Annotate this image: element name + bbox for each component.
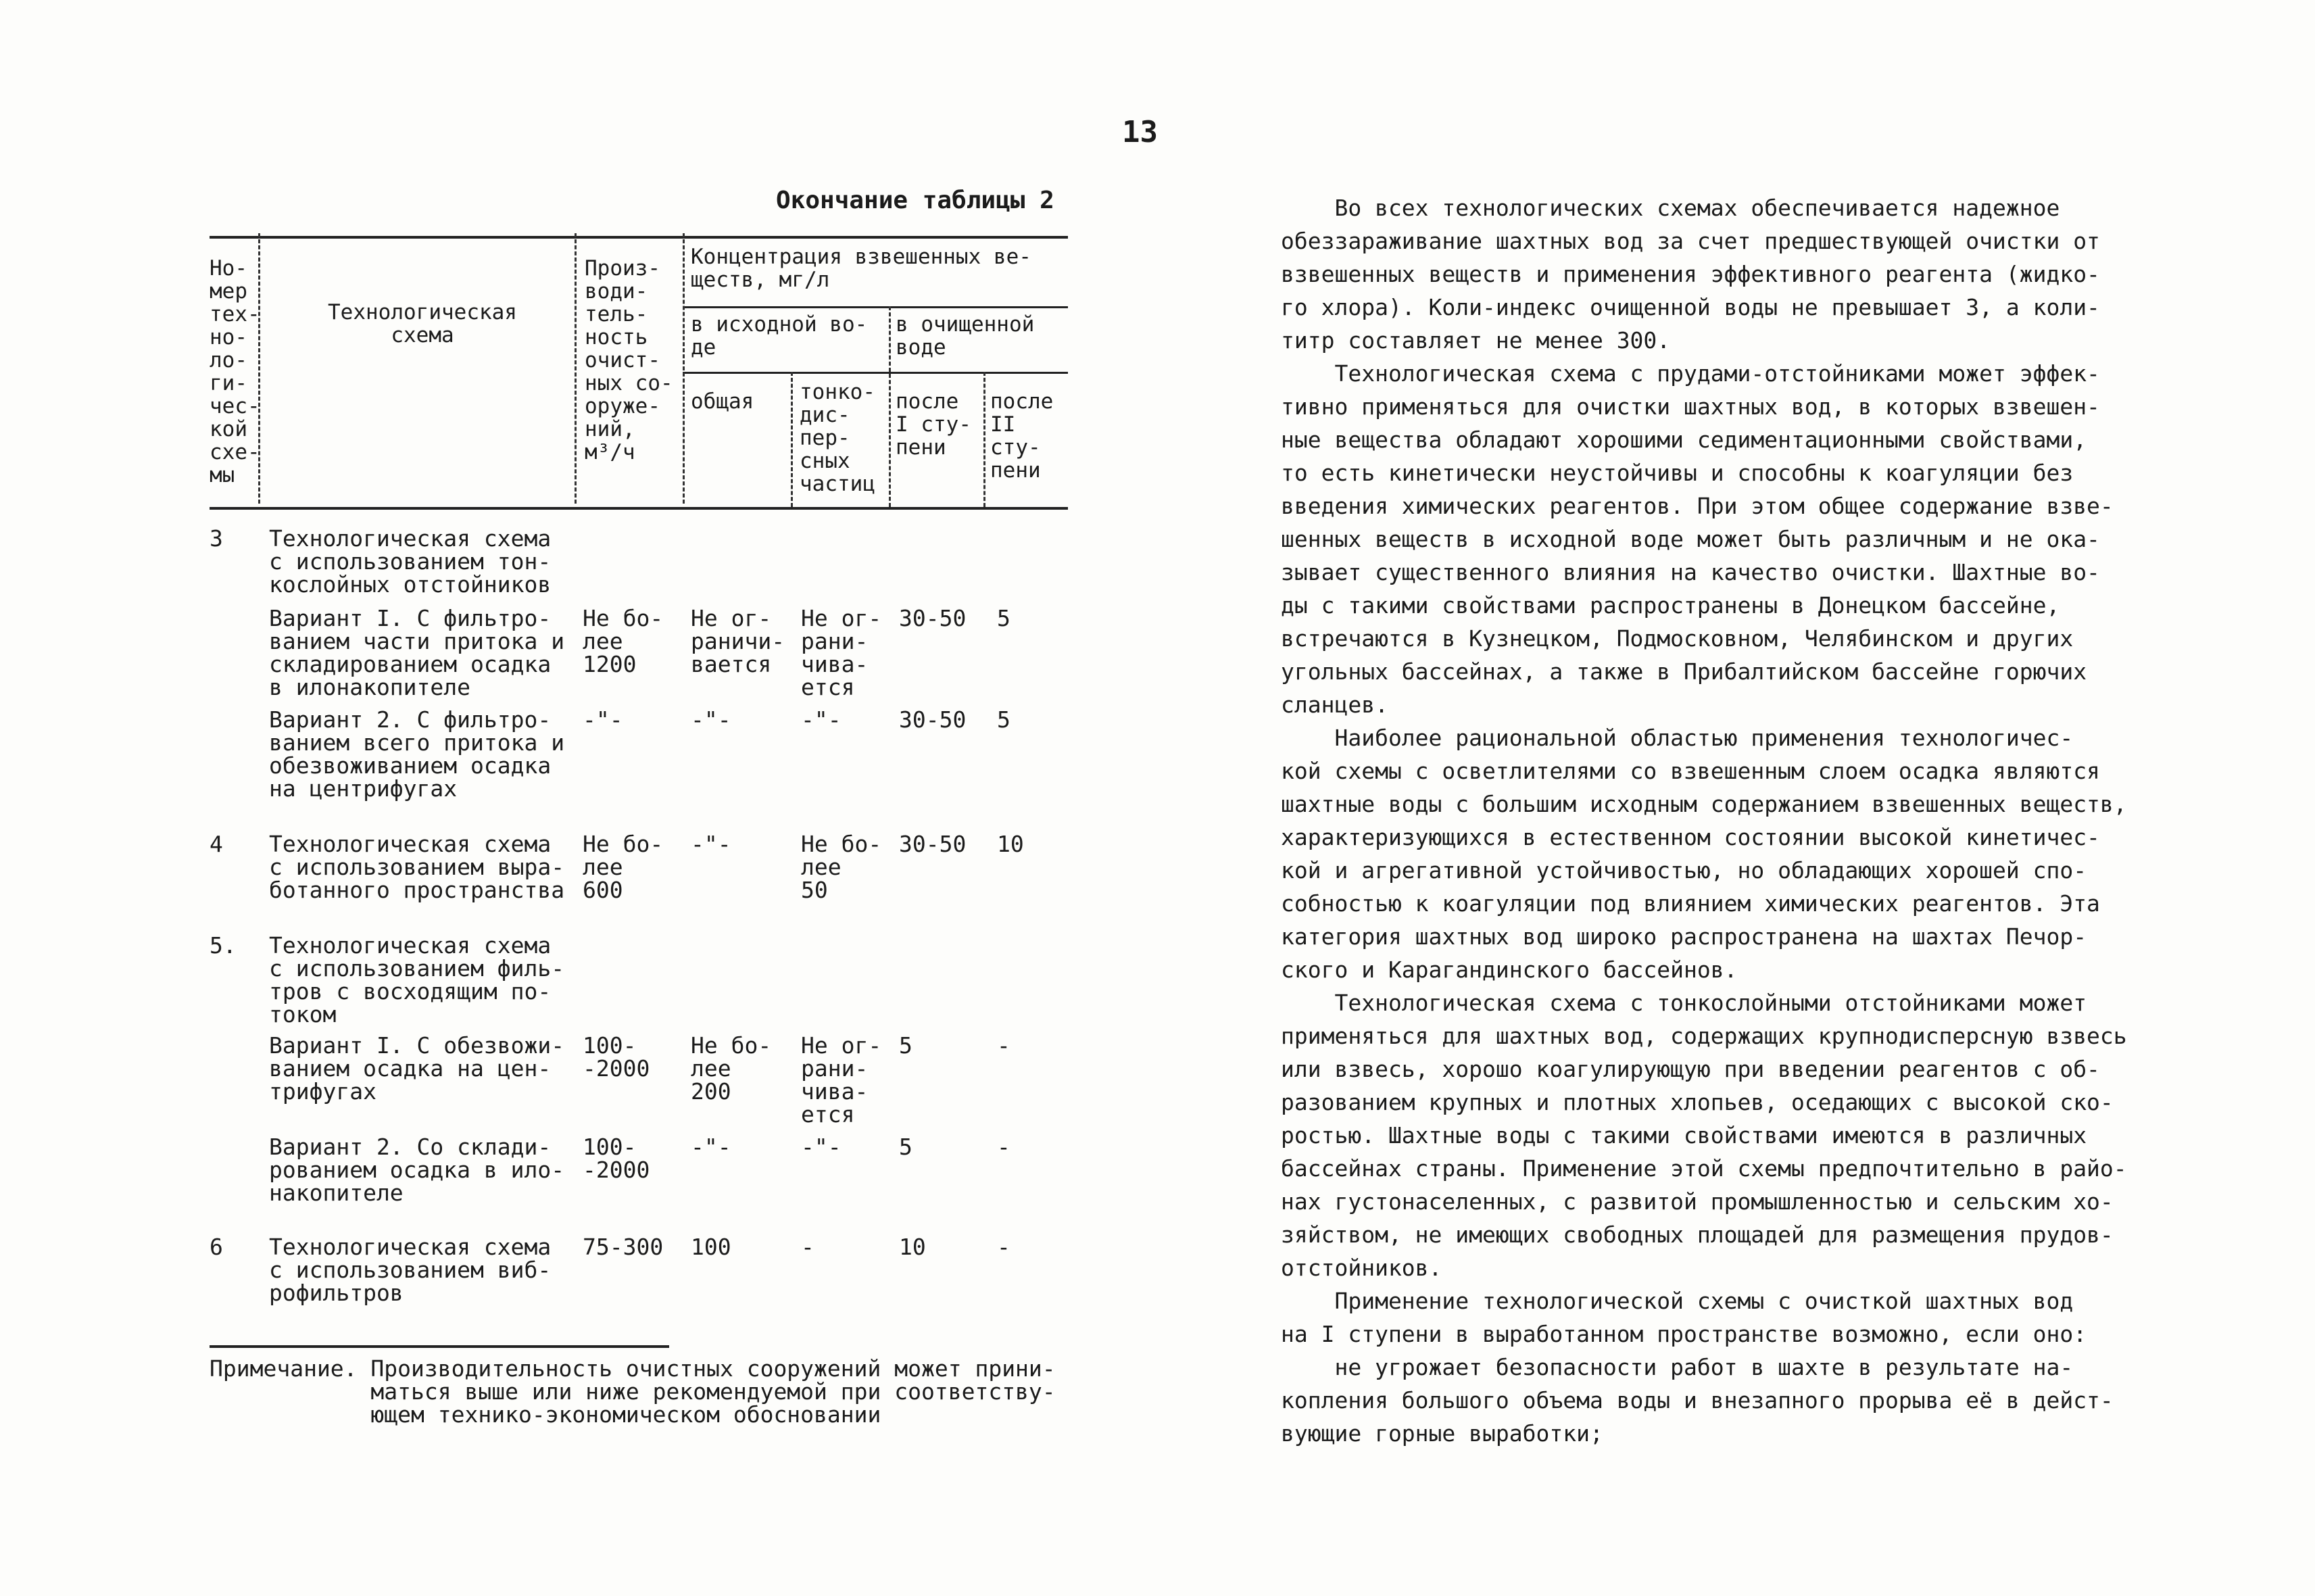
row-stage2: 5 xyxy=(997,605,1010,631)
row-stage1: 5 xyxy=(899,1032,912,1059)
row-scheme: Технологическая схема с использованием виб- рофильтров xyxy=(269,1234,552,1306)
table-note: Примечание. Производительность очистных сооружений может прини- маться выше или ниже рекомендуемой при соответству- ющем технико-экономическом обосновании xyxy=(210,1355,1056,1428)
table-header xyxy=(210,233,1068,510)
paragraph: Технологическая схема с прудами-отстойниками может эффек- тивно применяться для очистки шахтных вод, в которых взвешен- ные вещества обладают хорошими седиментационными свойствами, то есть кинетически неустойчивы и способны к коагуляции без введения химических реагентов. При этом общее содержание взве- шенных веществ в исходной воде может быть различным и не ока- зывает существенного влияния на качество очистки. Шахтные во- ды с такими свойствами распространены в Донецком бассейне, встречаются в Кузнецком, Подмосковном, Челябинском и других угольных бассейнах, а также в Прибалтийском бассейне горючих сланцев. xyxy=(1281,360,2114,718)
row-scheme: Технологическая схема с использованием филь- тров с восходящим по- током xyxy=(269,932,565,1027)
row-stage1: 30-50 xyxy=(899,706,967,733)
paragraph: Во всех технологических схемах обеспечивается надежное обеззараживание шахтных вод за счет предшествующей очистки от взвешенных веществ и применения эффективного реагента (жидко- го хлора). Коли-индекс очищенной воды не превышает 3, а коли- титр составляет не менее 300. xyxy=(1281,195,2100,354)
row-number: 4 xyxy=(210,831,223,857)
row-scheme: Технологическая схема с использованием тон- кослойных отстойников xyxy=(269,525,552,598)
header-stage1: после I сту- пени xyxy=(896,389,971,460)
row-general: -"- xyxy=(691,831,731,857)
row-stage2: - xyxy=(997,1234,1010,1260)
row-general: -"- xyxy=(691,706,731,733)
row-productivity: Не бо- лее 1200 xyxy=(583,605,664,677)
row-fine: Не бо- лее 50 xyxy=(801,831,882,903)
table-caption: Окончание таблицы 2 xyxy=(776,187,1054,214)
row-scheme: Вариант I. С фильтро- ванием части притока и складированием осадка в илонакопителе xyxy=(269,605,565,700)
header-general: общая xyxy=(691,389,754,414)
col-divider xyxy=(575,233,577,504)
row-stage2: - xyxy=(997,1032,1010,1059)
row-fine: - xyxy=(801,1234,814,1260)
row-stage1: 10 xyxy=(899,1234,926,1260)
row-stage2: 5 xyxy=(997,706,1010,733)
row-fine: Не ог- рани- чива- ется xyxy=(801,605,882,700)
col-divider xyxy=(983,372,985,507)
col-divider xyxy=(683,233,685,504)
row-stage1: 30-50 xyxy=(899,831,967,857)
header-cleaned-water: в очищенной воде xyxy=(896,312,1035,360)
row-scheme: Вариант 2. Со склади- рованием осадка в ило- накопителе xyxy=(269,1134,565,1206)
header-top-rule xyxy=(210,236,1068,239)
row-productivity: -"- xyxy=(583,706,623,733)
row-scheme: Технологическая схема с использованием выра- ботанного пространства xyxy=(269,831,565,903)
paragraph: Применение технологической схемы с очисткой шахтных вод на I ступени в выработанном пространстве возможно, если оно: xyxy=(1281,1288,2087,1347)
row-general: Не ог- раничи- вается xyxy=(691,605,785,677)
page-number: 13 xyxy=(1122,115,1158,149)
row-stage1: 30-50 xyxy=(899,605,967,631)
row-stage1: 5 xyxy=(899,1134,912,1160)
row-fine: Не ог- рани- чива- ется xyxy=(801,1032,882,1128)
paragraph: Технологическая схема с тонкослойными отстойниками может применяться для шахтных вод, содержащих крупнодисперсную взвесь или взвесь, хорошо коагулирующую при введении реагентов с об- разованием крупных и плотных хлопьев, оседающих с высокой ско- ростью. Шахтные воды с такими свойствами имеются в различных бассейнах страны. Применение этой схемы предпочтительно в райо- нах густонаселенных, с развитой промышленностью и сельским хо- зяйством, не имеющих свободных площадей для размещения прудов- отстойников. xyxy=(1281,990,2127,1281)
paragraph: Наиболее рациональной областью применения технологичес- кой схемы с осветлителями со взвешенным слоем осадка являются шахтные воды с большим исходным содержанием взвешенных веществ, характеризующихся в естественном состоянии высокой кинетичес- кой и агрегативной устойчивостью, но обладающих хорошей спо- собностью к коагуляции под влиянием химических реагентов. Эта категория шахтных вод широко распространена на шахтах Печор- ского и Карагандинского бассейнов. xyxy=(1281,725,2127,983)
row-number: 3 xyxy=(210,525,223,552)
body-text xyxy=(1281,191,2160,1450)
row-productivity: 75-300 xyxy=(583,1234,664,1260)
header-scheme: Технологическая схема xyxy=(328,300,517,347)
header-sub-rule xyxy=(683,306,1068,308)
row-productivity: Не бо- лее 600 xyxy=(583,831,664,903)
col-divider xyxy=(889,306,891,507)
row-general: -"- xyxy=(691,1134,731,1160)
row-scheme: Вариант 2. С фильтро- ванием всего притока и обезвоживанием осадка на центрифугах xyxy=(269,706,565,802)
header-source-water: в исходной во- де xyxy=(691,312,868,360)
row-stage2: 10 xyxy=(997,831,1024,857)
header-fine: тонко- дис- пер- сных частиц xyxy=(800,380,875,496)
row-number: 6 xyxy=(210,1234,223,1260)
paragraph: не угрожает безопасности работ в шахте в результате на- копления большого объема воды и внезапного прорыва её в дейст- вующие горные выработки; xyxy=(1281,1354,2114,1447)
col-divider xyxy=(791,372,793,507)
row-fine: -"- xyxy=(801,706,842,733)
header-bottom-rule xyxy=(210,507,1068,510)
note-rule xyxy=(210,1345,669,1348)
row-fine: -"- xyxy=(801,1134,842,1160)
row-stage2: - xyxy=(997,1134,1010,1160)
header-sub-rule-2 xyxy=(683,372,1068,374)
row-productivity: 100- -2000 xyxy=(583,1032,650,1082)
row-general: 100 xyxy=(691,1234,731,1260)
header-stage2: после II сту- пени xyxy=(990,389,1054,483)
row-productivity: 100- -2000 xyxy=(583,1134,650,1183)
row-number: 5. xyxy=(210,932,237,959)
header-productivity: Произ- води- тель- ность очист- ных со- оруже- ний, м³/ч xyxy=(585,256,673,464)
header-concentration: Концентрация взвешенных ве- ществ, мг/л xyxy=(691,245,1031,292)
row-general: Не бо- лее 200 xyxy=(691,1032,772,1105)
header-number: Но- мер тех- но- ло- ги- чес- кой схе- мы xyxy=(210,256,260,487)
row-scheme: Вариант I. С обезвожи- ванием осадка на цен- трифугах xyxy=(269,1032,565,1105)
